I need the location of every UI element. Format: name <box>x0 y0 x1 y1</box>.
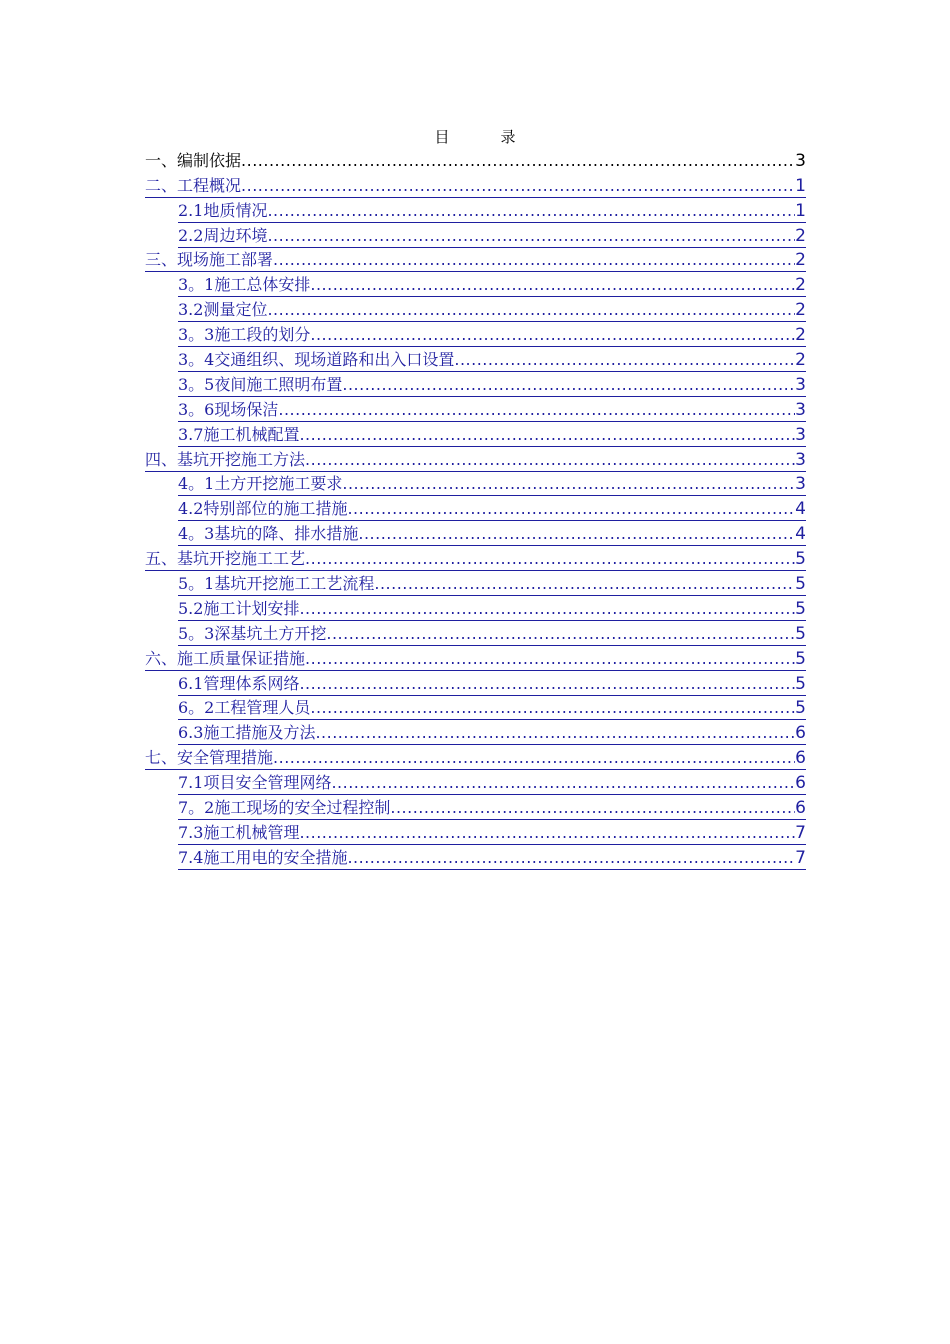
toc-title: 目 录 <box>434 128 534 146</box>
table-of-contents <box>145 148 806 870</box>
toc-dot-leader <box>342 375 795 395</box>
toc-dot-leader <box>347 848 795 868</box>
toc-entry-label: 二、工程概况 <box>145 175 242 195</box>
toc-entry-link[interactable] <box>178 674 806 696</box>
toc-entry-page-number: 1 <box>795 175 806 196</box>
toc-dot-leader <box>310 325 795 345</box>
toc-entry-page-number: 3 <box>795 399 806 420</box>
toc-entry[interactable] <box>178 671 806 696</box>
toc-entry-link[interactable] <box>178 325 806 347</box>
toc-entry-page-number: 2 <box>795 225 806 246</box>
toc-entry-page-number: 5 <box>795 623 806 644</box>
toc-entry-page-number: 6 <box>795 773 806 794</box>
toc-dot-leader <box>390 798 795 818</box>
toc-entry-label: 3。5夜间施工照明布置 <box>178 374 343 394</box>
toc-entry-label: 7.1项目安全管理网络 <box>178 773 332 793</box>
toc-entry[interactable] <box>178 696 806 721</box>
toc-entry-link[interactable] <box>178 599 806 621</box>
toc-entry-link[interactable] <box>145 549 806 571</box>
toc-entry[interactable] <box>178 472 806 497</box>
toc-entry-page-number: 3 <box>795 150 806 171</box>
toc-dot-leader <box>374 574 795 594</box>
toc-entry-link[interactable] <box>145 176 806 198</box>
toc-dot-leader <box>273 250 795 270</box>
toc-entry-label: 5。3深基坑土方开挖 <box>178 623 327 643</box>
toc-entry[interactable] <box>178 820 806 845</box>
toc-entry-link[interactable] <box>178 425 806 447</box>
toc-entry[interactable] <box>178 521 806 546</box>
toc-entry-label: 六、施工质量保证措施 <box>145 648 306 668</box>
toc-entry-label: 5.2施工计划安排 <box>178 598 300 618</box>
toc-entry[interactable] <box>178 297 806 322</box>
toc-entry-label: 7.3施工机械管理 <box>178 822 300 842</box>
toc-entry-link[interactable] <box>178 698 806 720</box>
toc-entry-label: 6。2工程管理人员 <box>178 698 311 718</box>
toc-entry-link[interactable] <box>178 798 806 820</box>
toc-entry[interactable] <box>178 795 806 820</box>
toc-entry-label: 2.2周边环境 <box>178 225 268 245</box>
toc-entry-page-number: 5 <box>795 598 806 619</box>
toc-entry-label: 七、安全管理措施 <box>145 748 274 768</box>
toc-entry-link[interactable] <box>178 499 806 521</box>
toc-entry-page-number: 4 <box>795 524 806 545</box>
toc-entry[interactable] <box>178 223 806 248</box>
toc-entry[interactable] <box>178 422 806 447</box>
toc-entry[interactable] <box>178 845 806 870</box>
toc-entry-page-number: 2 <box>795 250 806 271</box>
toc-entry-label: 7.4施工用电的安全措施 <box>178 847 348 867</box>
toc-entry-link[interactable] <box>178 723 806 745</box>
toc-entry-link[interactable] <box>178 524 806 546</box>
toc-entry-link[interactable] <box>145 250 806 272</box>
toc-entry-page-number: 3 <box>795 449 806 470</box>
toc-entry[interactable] <box>145 248 806 273</box>
toc-dot-leader <box>305 450 795 470</box>
toc-entry-page-number: 6 <box>795 748 806 769</box>
toc-dot-leader <box>347 499 795 519</box>
toc-entry-link[interactable] <box>178 474 806 496</box>
toc-entry-label: 3。4交通组织、现场道路和出入口设置 <box>178 350 455 370</box>
toc-entry[interactable] <box>178 397 806 422</box>
toc-entry-link[interactable] <box>178 848 806 870</box>
toc-dot-leader <box>299 823 795 843</box>
toc-entry-label: 5。1基坑开挖施工工艺流程 <box>178 574 375 594</box>
toc-entry[interactable] <box>178 770 806 795</box>
toc-entry[interactable] <box>145 447 806 472</box>
toc-entry-label: 3。6现场保洁 <box>178 399 279 419</box>
toc-dot-leader <box>454 350 795 370</box>
toc-dot-leader <box>299 674 795 694</box>
toc-entry-link[interactable] <box>178 201 806 223</box>
toc-entry[interactable] <box>145 745 806 770</box>
toc-entry[interactable] <box>145 173 806 198</box>
toc-entry-label: 一、编制依据 <box>145 150 242 170</box>
toc-entry-page-number: 4 <box>795 499 806 520</box>
toc-entry-link[interactable] <box>178 375 806 397</box>
toc-entry-page-number: 1 <box>795 200 806 221</box>
toc-entry-label: 3.2测量定位 <box>178 300 268 320</box>
toc-dot-leader <box>310 275 795 295</box>
toc-entry-label: 6.1管理体系网络 <box>178 673 300 693</box>
toc-entry-link[interactable] <box>178 400 806 422</box>
toc-entry[interactable] <box>178 272 806 297</box>
toc-entry-page-number: 6 <box>795 798 806 819</box>
toc-dot-leader <box>342 474 795 494</box>
toc-entry-label: 3.7施工机械配置 <box>178 424 300 444</box>
toc-entry-link[interactable] <box>178 574 806 596</box>
toc-entry-label: 3。3施工段的划分 <box>178 325 311 345</box>
toc-entry-link[interactable] <box>178 773 806 795</box>
toc-entry[interactable] <box>178 347 806 372</box>
toc-entry-label: 2.1地质情况 <box>178 200 268 220</box>
toc-entry-page-number: 7 <box>795 847 806 868</box>
toc-entry-link[interactable] <box>178 275 806 297</box>
toc-dot-leader <box>331 773 795 793</box>
toc-dot-leader <box>267 201 795 221</box>
toc-entry-link[interactable] <box>178 226 806 248</box>
toc-entry-label: 4。3基坑的降、排水措施 <box>178 524 359 544</box>
toc-entry-page-number: 3 <box>795 474 806 495</box>
toc-entry-page-number: 3 <box>795 374 806 395</box>
toc-entry-page-number: 2 <box>795 325 806 346</box>
toc-entry-label: 三、现场施工部署 <box>145 250 274 270</box>
toc-dot-leader <box>241 176 795 196</box>
toc-entry[interactable] <box>145 646 806 671</box>
toc-entry[interactable] <box>178 496 806 521</box>
toc-dot-leader <box>305 649 795 669</box>
toc-entry-label: 五、基坑开挖施工工艺 <box>145 549 306 569</box>
toc-entry-page-number: 2 <box>795 350 806 371</box>
toc-entry-page-number: 3 <box>795 424 806 445</box>
toc-entry-page-number: 5 <box>795 549 806 570</box>
toc-entry-label: 7。2施工现场的安全过程控制 <box>178 798 391 818</box>
toc-entry-page-number: 2 <box>795 300 806 321</box>
toc-entry-page-number: 5 <box>795 698 806 719</box>
toc-dot-leader <box>267 300 795 320</box>
toc-entry-link <box>145 151 806 173</box>
toc-entry-label: 4。1土方开挖施工要求 <box>178 474 343 494</box>
toc-dot-leader <box>267 226 795 246</box>
toc-entry-page-number: 2 <box>795 275 806 296</box>
toc-entry-link[interactable] <box>178 300 806 322</box>
toc-entry-label: 四、基坑开挖施工方法 <box>145 449 306 469</box>
toc-dot-leader <box>299 599 795 619</box>
toc-entry-page-number: 5 <box>795 574 806 595</box>
toc-dot-leader <box>358 524 795 544</box>
toc-entry-link[interactable] <box>145 649 806 671</box>
toc-entry-link[interactable] <box>178 823 806 845</box>
toc-dot-leader <box>326 624 795 644</box>
toc-entry-label: 3。1施工总体安排 <box>178 275 311 295</box>
toc-entry-page-number: 5 <box>795 648 806 669</box>
toc-entry-label: 6.3施工措施及方法 <box>178 723 316 743</box>
toc-entry[interactable] <box>145 546 806 571</box>
toc-entry-label: 4.2特别部位的施工措施 <box>178 499 348 519</box>
toc-entry[interactable] <box>178 621 806 646</box>
toc-dot-leader <box>299 425 795 445</box>
toc-entry[interactable] <box>178 322 806 347</box>
toc-entry-link[interactable] <box>178 350 806 372</box>
toc-entry-link[interactable] <box>145 748 806 770</box>
toc-dot-leader <box>241 151 795 171</box>
toc-entry[interactable] <box>178 571 806 596</box>
toc-dot-leader <box>278 400 795 420</box>
toc-entry[interactable] <box>178 198 806 223</box>
toc-entry[interactable] <box>178 596 806 621</box>
toc-dot-leader <box>315 723 795 743</box>
toc-entry-page-number: 7 <box>795 822 806 843</box>
toc-entry-page-number: 6 <box>795 723 806 744</box>
toc-dot-leader <box>305 549 795 569</box>
toc-dot-leader <box>310 698 795 718</box>
toc-entry[interactable] <box>178 372 806 397</box>
toc-entry[interactable] <box>178 720 806 745</box>
toc-entry <box>145 148 806 173</box>
toc-entry-link[interactable] <box>145 450 806 472</box>
toc-entry-page-number: 5 <box>795 673 806 694</box>
toc-entry-link[interactable] <box>178 624 806 646</box>
toc-dot-leader <box>273 748 795 768</box>
